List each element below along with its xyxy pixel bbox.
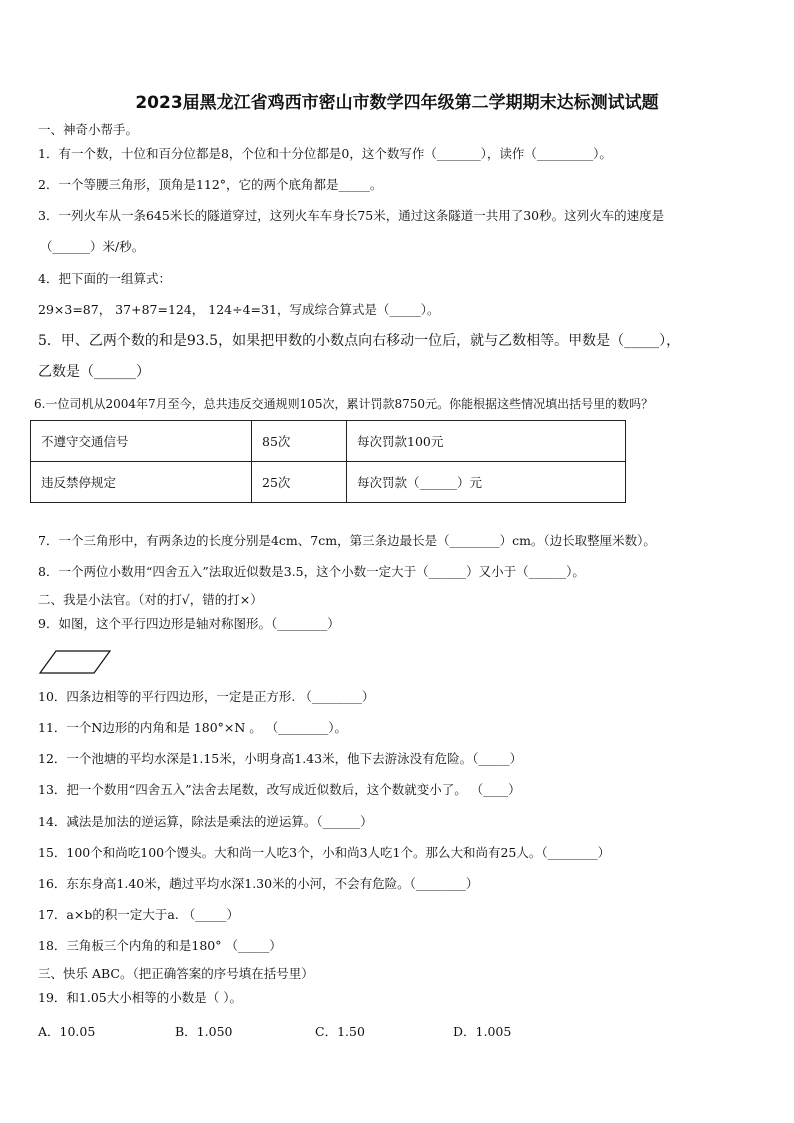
question-13: 13．把一个数用“四舍五入”法舍去尾数，改写成近似数后，这个数就变小了。 （____）	[38, 782, 521, 797]
question-16: 16．东东身高1.40米，趟过平均水深1.30米的小河，不会有危险。（________）	[38, 876, 479, 891]
page-title: 2023届黑龙江省鸡西市密山市数学四年级第二学期期末达标测试试题	[135, 93, 659, 113]
question-2: 2．一个等腰三角形，顶角是112°，它的两个底角都是_____。	[38, 177, 383, 192]
table-cell: 不遵守交通信号	[31, 421, 252, 462]
question-7: 7．一个三角形中，有两条边的长度分别是4cm、7cm，第三条边最长是（________）cm。（边长取整厘米数）。	[38, 533, 656, 548]
option-d: D．1.005	[453, 1024, 512, 1039]
question-4-line-2: 29×3=87， 37+87=124， 124÷4=31，写成综合算式是（_____）。	[38, 302, 440, 317]
question-5-line-1: 5．甲、乙两个数的和是93.5，如果把甲数的小数点向右移动一位后，就与乙数相等。甲数是（_____），	[38, 333, 681, 349]
table-cell: 每次罚款100元	[347, 421, 626, 462]
question-15: 15．100个和尚吃100个馒头。大和尚一人吃3个，小和尚3人吃1个。那么大和尚有25人。（________）	[38, 845, 611, 860]
question-6: 6.一位司机从2004年7月至今，总共违反交通规则105次，累计罚款8750元。你能根据这些情况填出括号里的数吗？	[34, 397, 654, 411]
question-10: 10．四条边相等的平行四边形，一定是正方形. （________）	[38, 689, 375, 704]
section-heading-2: 二、我是小法官。（对的打√，错的打×）	[38, 592, 263, 607]
question-5-line-2: 乙数是（______）	[38, 364, 150, 380]
question-18: 18．三角板三个内角的和是180° （_____）	[38, 938, 282, 953]
table-cell: 85次	[252, 421, 347, 462]
table-row	[31, 421, 626, 462]
question-1: 1．有一个数，十位和百分位都是8，个位和十分位都是0，这个数写作（_______），读作（_________）。	[38, 146, 612, 161]
table-row	[31, 462, 626, 503]
question-12: 12．一个池塘的平均水深是1.15米，小明身高1.43米，他下去游泳没有危险。（_____）	[38, 751, 523, 766]
section-heading-1: 一、神奇小帮手。	[38, 122, 139, 137]
question-17: 17．a×b的积一定大于a. （_____）	[38, 907, 239, 922]
table-cell: 25次	[252, 462, 347, 503]
question-3-line-1: 3．一列火车从一条645米长的隧道穿过，这列火车车身长75米，通过这条隧道一共用了30秒。这列火车的速度是	[38, 208, 665, 223]
question-11: 11．一个N边形的内角和是 180°×N 。 （________）。	[38, 720, 348, 735]
table-cell: 每次罚款（______）元	[347, 462, 626, 503]
question-14: 14．减法是加法的逆运算，除法是乘法的逆运算。（______）	[38, 814, 373, 829]
option-a: A．10.05	[38, 1024, 96, 1039]
option-c: C．1.50	[315, 1024, 365, 1039]
question-4-line-1: 4．把下面的一组算式：	[38, 271, 171, 286]
question-3-line-2: （______）米/秒。	[40, 239, 145, 254]
table-cell: 违反禁停规定	[31, 462, 252, 503]
question-19: 19．和1.05大小相等的小数是（ ）。	[38, 990, 242, 1005]
section-heading-3: 三、快乐 ABC。（把正确答案的序号填在括号里）	[38, 966, 314, 981]
question-9: 9．如图，这个平行四边形是轴对称图形。（________）	[38, 616, 340, 631]
fines-table	[30, 420, 626, 503]
parallelogram-figure	[38, 649, 112, 675]
question-8: 8．一个两位小数用“四舍五入”法取近似数是3.5，这个小数一定大于（______）又小于（______）。	[38, 564, 585, 579]
option-b: B．1.050	[175, 1024, 233, 1039]
